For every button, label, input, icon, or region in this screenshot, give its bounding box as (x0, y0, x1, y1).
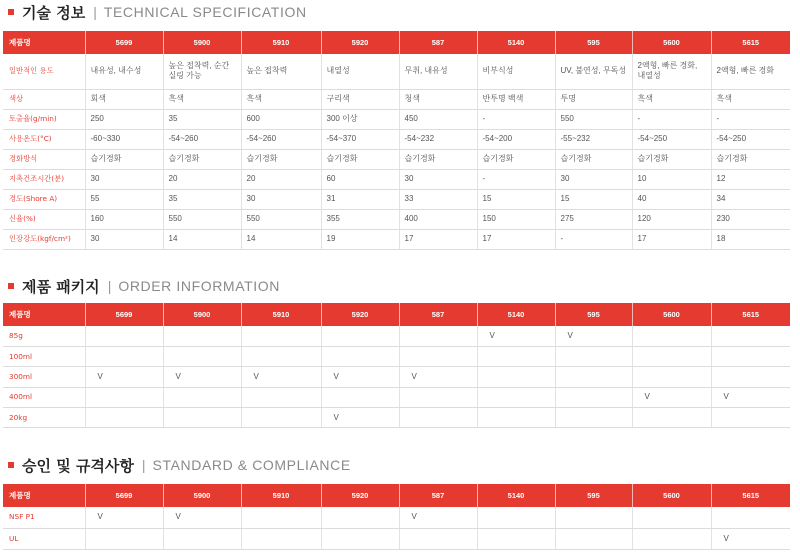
header-product-587: 587 (399, 484, 477, 507)
check-cell: V (163, 507, 241, 528)
row-label: NSF P1 (3, 507, 85, 528)
header-product-5699: 5699 (85, 484, 163, 507)
header-product-5920: 5920 (321, 303, 399, 326)
header-product-5615: 5615 (711, 484, 790, 507)
value-cell: 19 (321, 229, 399, 249)
check-cell: V (85, 367, 163, 387)
check-cell (477, 408, 555, 428)
header-product-5920: 5920 (321, 31, 399, 54)
order-body (3, 326, 790, 428)
header-product-5140: 5140 (477, 484, 555, 507)
compliance-title-en: STANDARD & COMPLIANCE (152, 457, 351, 473)
check-cell (477, 387, 555, 407)
value-cell: 높은 접착력, 순간실링 가능 (163, 54, 241, 89)
value-cell: 습기경화 (632, 149, 711, 169)
tech-title-en: TECHNICAL SPECIFICATION (103, 4, 307, 20)
row-label: 토출율(g/min) (3, 109, 85, 129)
tech-header-row (3, 31, 790, 54)
value-cell: 30 (85, 229, 163, 249)
check-cell (321, 507, 399, 528)
check-cell (321, 326, 399, 346)
row-label: 신율(%) (3, 209, 85, 229)
value-cell: 33 (399, 189, 477, 209)
compliance-title-ko: 승인 및 규격사항 (22, 456, 134, 475)
check-cell (477, 528, 555, 549)
value-cell: -54~250 (711, 129, 790, 149)
check-cell (241, 528, 321, 549)
value-cell: 550 (555, 109, 632, 129)
row-label: 색상 (3, 89, 85, 109)
check-cell (632, 528, 711, 549)
check-cell: V (163, 367, 241, 387)
value-cell: 31 (321, 189, 399, 209)
tech-section-title (8, 1, 307, 23)
check-cell (163, 346, 241, 366)
value-cell: 17 (477, 229, 555, 249)
check-cell: V (632, 387, 711, 407)
value-cell: 흑색 (163, 89, 241, 109)
value-cell: - (632, 109, 711, 129)
order-header-row (3, 303, 790, 326)
row-label: 일반적인 용도 (3, 54, 85, 89)
value-cell: 2액형, 빠른 경화, 내열성 (632, 54, 711, 89)
check-cell (163, 528, 241, 549)
table-row (3, 169, 790, 189)
table-row (3, 149, 790, 169)
value-cell: 60 (321, 169, 399, 189)
table-row (3, 408, 790, 428)
value-cell: -54~260 (163, 129, 241, 149)
check-cell: V (711, 528, 790, 549)
header-product-5140: 5140 (477, 303, 555, 326)
header-product-5699: 5699 (85, 303, 163, 326)
value-cell: -60~330 (85, 129, 163, 149)
header-product-5900: 5900 (163, 303, 241, 326)
header-product-587: 587 (399, 31, 477, 54)
check-cell (632, 326, 711, 346)
value-cell: - (477, 169, 555, 189)
value-cell: 35 (163, 109, 241, 129)
table-row (3, 387, 790, 407)
value-cell: 30 (85, 169, 163, 189)
title-separator: | (93, 4, 97, 20)
row-label: 100ml (3, 346, 85, 366)
value-cell: - (711, 109, 790, 129)
value-cell: 습기경화 (163, 149, 241, 169)
header-product-5140: 5140 (477, 31, 555, 54)
check-cell (477, 367, 555, 387)
check-cell (321, 528, 399, 549)
value-cell: 반투명 백색 (477, 89, 555, 109)
order-section-title (8, 275, 280, 297)
check-cell (241, 346, 321, 366)
value-cell: 청색 (399, 89, 477, 109)
check-cell: V (321, 408, 399, 428)
check-cell (85, 387, 163, 407)
value-cell: 55 (85, 189, 163, 209)
check-cell (632, 367, 711, 387)
value-cell: 습기경화 (241, 149, 321, 169)
row-label: 20kg (3, 408, 85, 428)
check-cell (555, 346, 632, 366)
compliance-header-row (3, 484, 790, 507)
value-cell: 비부식성 (477, 54, 555, 89)
value-cell: 450 (399, 109, 477, 129)
header-product-5900: 5900 (163, 484, 241, 507)
value-cell: -54~200 (477, 129, 555, 149)
check-cell (241, 408, 321, 428)
tech-title-ko: 기술 정보 (22, 3, 86, 22)
header-product-595: 595 (555, 303, 632, 326)
value-cell: 275 (555, 209, 632, 229)
value-cell: 무취, 내유성 (399, 54, 477, 89)
value-cell: 흑색 (632, 89, 711, 109)
check-cell: V (241, 367, 321, 387)
header-product-595: 595 (555, 484, 632, 507)
check-cell: V (711, 387, 790, 407)
check-cell: V (85, 507, 163, 528)
table-row (3, 129, 790, 149)
table-row (3, 109, 790, 129)
table-row (3, 229, 790, 249)
row-label: 사용온도(°C) (3, 129, 85, 149)
check-cell (632, 507, 711, 528)
check-cell (321, 346, 399, 366)
order-info-table (3, 303, 790, 428)
value-cell: -54~250 (632, 129, 711, 149)
title-separator: | (141, 457, 146, 473)
table-row (3, 367, 790, 387)
check-cell (241, 507, 321, 528)
check-cell (399, 528, 477, 549)
header-product-name: 제품명 (3, 303, 85, 326)
compliance-body (3, 507, 790, 549)
check-cell (711, 408, 790, 428)
value-cell: 내유성, 내수성 (85, 54, 163, 89)
table-row (3, 189, 790, 209)
value-cell: -54~260 (241, 129, 321, 149)
check-cell (85, 408, 163, 428)
check-cell (321, 387, 399, 407)
technical-spec-table (3, 31, 790, 250)
value-cell: 습기경화 (555, 149, 632, 169)
header-product-5600: 5600 (632, 31, 711, 54)
check-cell: V (399, 507, 477, 528)
header-product-name: 제품명 (3, 484, 85, 507)
check-cell (163, 326, 241, 346)
value-cell: 10 (632, 169, 711, 189)
check-cell (711, 367, 790, 387)
value-cell: -54~232 (399, 129, 477, 149)
title-separator: | (107, 278, 112, 294)
check-cell (163, 408, 241, 428)
check-cell (399, 387, 477, 407)
value-cell: 12 (711, 169, 790, 189)
check-cell (555, 528, 632, 549)
table-row (3, 346, 790, 366)
value-cell: 구리색 (321, 89, 399, 109)
check-cell (399, 346, 477, 366)
check-cell (241, 387, 321, 407)
header-product-5900: 5900 (163, 31, 241, 54)
value-cell: 355 (321, 209, 399, 229)
value-cell: 600 (241, 109, 321, 129)
row-label: 지촉건조시간(분) (3, 169, 85, 189)
header-product-5699: 5699 (85, 31, 163, 54)
table-row (3, 209, 790, 229)
header-product-587: 587 (399, 303, 477, 326)
value-cell: 40 (632, 189, 711, 209)
value-cell: 습기경화 (399, 149, 477, 169)
value-cell: -54~370 (321, 129, 399, 149)
value-cell: 흑색 (711, 89, 790, 109)
table-row (3, 528, 790, 549)
check-cell (555, 387, 632, 407)
row-label: 400ml (3, 387, 85, 407)
check-cell (85, 346, 163, 366)
row-label: 300ml (3, 367, 85, 387)
check-cell (632, 408, 711, 428)
value-cell: 2액형, 빠른 경화 (711, 54, 790, 89)
section-bullet (8, 9, 14, 15)
check-cell (632, 346, 711, 366)
check-cell (85, 326, 163, 346)
value-cell: 250 (85, 109, 163, 129)
value-cell: 120 (632, 209, 711, 229)
tech-body (3, 54, 790, 249)
check-cell: V (555, 326, 632, 346)
row-label: 경화방식 (3, 149, 85, 169)
table-row (3, 54, 790, 89)
value-cell: 회색 (85, 89, 163, 109)
header-product-5910: 5910 (241, 31, 321, 54)
value-cell: 150 (477, 209, 555, 229)
check-cell (399, 326, 477, 346)
check-cell (711, 507, 790, 528)
value-cell: 높은 접착력 (241, 54, 321, 89)
value-cell: -55~232 (555, 129, 632, 149)
value-cell: 230 (711, 209, 790, 229)
header-product-5600: 5600 (632, 484, 711, 507)
value-cell: 160 (85, 209, 163, 229)
value-cell: 내열성 (321, 54, 399, 89)
header-product-name: 제품명 (3, 31, 85, 54)
value-cell: 15 (477, 189, 555, 209)
check-cell (555, 367, 632, 387)
value-cell: 30 (399, 169, 477, 189)
order-title-ko: 제품 패키지 (22, 277, 100, 296)
value-cell: 14 (163, 229, 241, 249)
row-label: 경도(Shore A) (3, 189, 85, 209)
value-cell: 20 (163, 169, 241, 189)
value-cell: - (555, 229, 632, 249)
value-cell: 550 (163, 209, 241, 229)
header-product-5910: 5910 (241, 484, 321, 507)
row-label: UL (3, 528, 85, 549)
value-cell: 34 (711, 189, 790, 209)
header-product-5615: 5615 (711, 303, 790, 326)
check-cell: V (477, 326, 555, 346)
value-cell: 30 (555, 169, 632, 189)
value-cell: 30 (241, 189, 321, 209)
value-cell: 550 (241, 209, 321, 229)
value-cell: 20 (241, 169, 321, 189)
header-product-5600: 5600 (632, 303, 711, 326)
section-bullet (8, 283, 14, 289)
section-bullet (8, 462, 14, 468)
value-cell: 습기경화 (85, 149, 163, 169)
value-cell: 17 (399, 229, 477, 249)
header-product-5920: 5920 (321, 484, 399, 507)
header-product-595: 595 (555, 31, 632, 54)
row-label: 85g (3, 326, 85, 346)
value-cell: 35 (163, 189, 241, 209)
check-cell (711, 326, 790, 346)
order-title-en: ORDER INFORMATION (118, 278, 280, 294)
header-product-5910: 5910 (241, 303, 321, 326)
compliance-table (3, 484, 790, 550)
check-cell (399, 408, 477, 428)
table-row (3, 89, 790, 109)
check-cell (163, 387, 241, 407)
check-cell: V (399, 367, 477, 387)
check-cell (85, 528, 163, 549)
value-cell: 습기경화 (711, 149, 790, 169)
table-row (3, 507, 790, 528)
value-cell: 습기경화 (477, 149, 555, 169)
value-cell: 400 (399, 209, 477, 229)
check-cell (555, 507, 632, 528)
check-cell (711, 346, 790, 366)
compliance-section-title (8, 454, 351, 476)
check-cell (555, 408, 632, 428)
value-cell: UV, 불연성, 무독성 (555, 54, 632, 89)
value-cell: 17 (632, 229, 711, 249)
table-row (3, 326, 790, 346)
value-cell: - (477, 109, 555, 129)
value-cell: 흑색 (241, 89, 321, 109)
header-product-5615: 5615 (711, 31, 790, 54)
value-cell: 300 이상 (321, 109, 399, 129)
value-cell: 14 (241, 229, 321, 249)
check-cell: V (321, 367, 399, 387)
check-cell (477, 507, 555, 528)
check-cell (477, 346, 555, 366)
row-label: 인장강도(kgf/cm²) (3, 229, 85, 249)
value-cell: 습기경화 (321, 149, 399, 169)
value-cell: 15 (555, 189, 632, 209)
value-cell: 18 (711, 229, 790, 249)
check-cell (241, 326, 321, 346)
value-cell: 투명 (555, 89, 632, 109)
